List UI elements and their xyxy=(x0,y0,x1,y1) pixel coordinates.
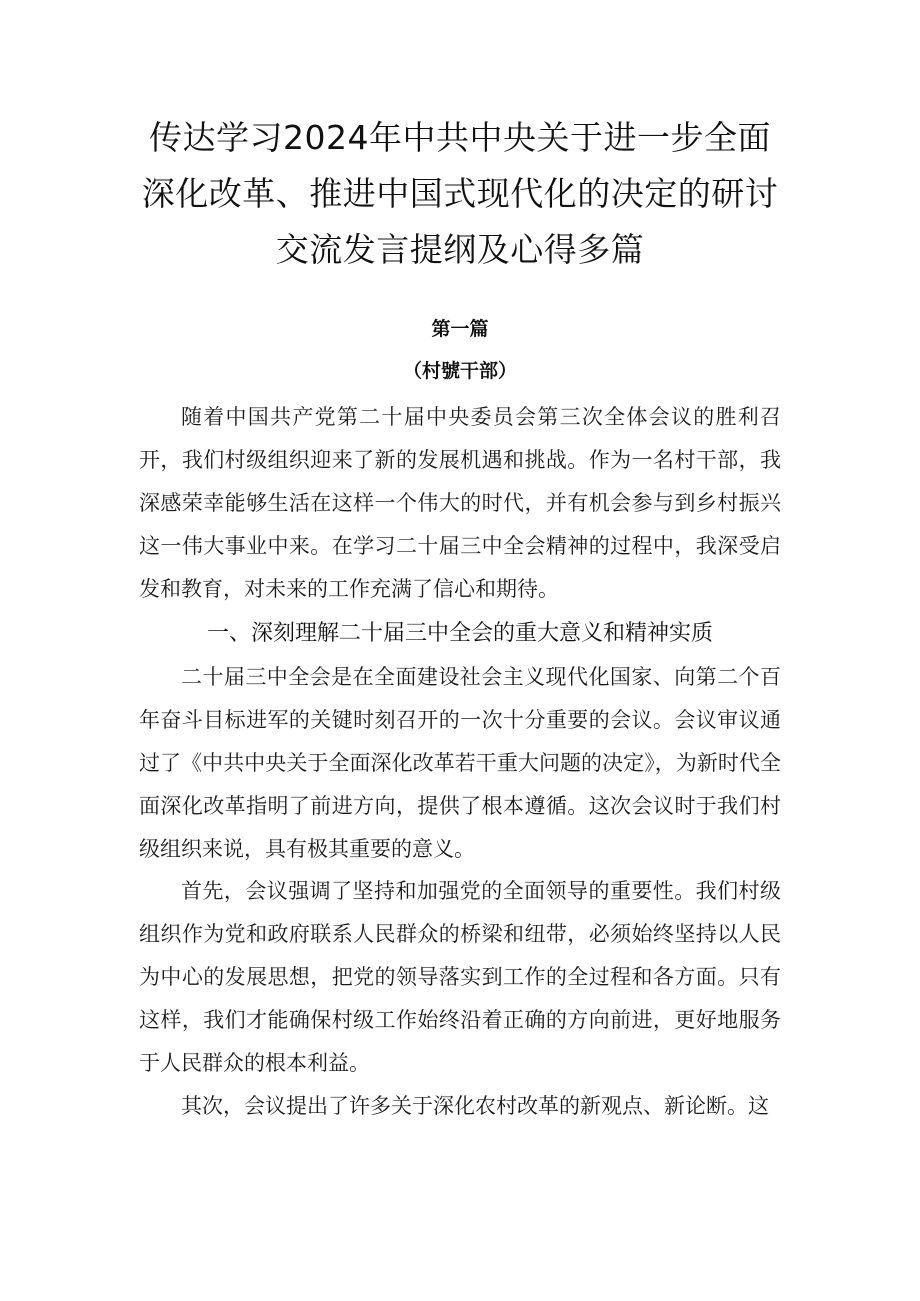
paragraph-significance: 二十届三中全会是在全面建设社会主义现代化国家、向第二个百年奋斗目标进军的关键时刻召开的一次十分重要的会议。会议审议通过了《中共中央关于全面深化改革若干重大问题的决定》，为新时代全面深化改革指明了前进方向，提供了根本遵循。这次会议时于我们村级组织来说，具有极其重要的意义。 xyxy=(139,665,781,861)
paragraph-first-point: 首先，会议强调了坚持和加强党的全面领导的重要性。我们村级组织作为党和政府联系人民群众的桥梁和纽带，必须始终坚持以人民为中心的发展思想，把党的领导落实到工作的全过程和各方面。只有这样，我们才能确保村级工作始终沿着正确的方向前进，更好地服务于人民群众的根本利益。 xyxy=(139,879,781,1075)
part-number-heading: 第一篇 xyxy=(431,318,489,340)
paragraph-second-point: 其次，会议提出了许多关于深化农村改革的新观点、新论断。这 xyxy=(181,1094,769,1118)
paragraph-intro: 随着中国共产党第二十届中央委员会第三次全体会议的胜利召开，我们村级组织迎来了新的发展机遇和挑战。作为一名村干部，我深感荣幸能够生活在这样一个伟大的时代，并有机会参与到乡村振兴这一伟大事业中来。在学习二十届三中全会精神的过程中，我深受启发和教育，对未来的工作充满了信心和期待。 xyxy=(139,405,781,601)
document-title: 传达学习2024年中共中央关于进一步全面深化改革、推进中国式现代化的决定的研讨交流发言提纲及心得多篇 xyxy=(141,118,779,269)
section-heading: 一、深刻理解二十届三中全会的重大意义和精神实质 xyxy=(206,621,713,646)
part-subtitle: （村號干部） xyxy=(402,360,517,382)
